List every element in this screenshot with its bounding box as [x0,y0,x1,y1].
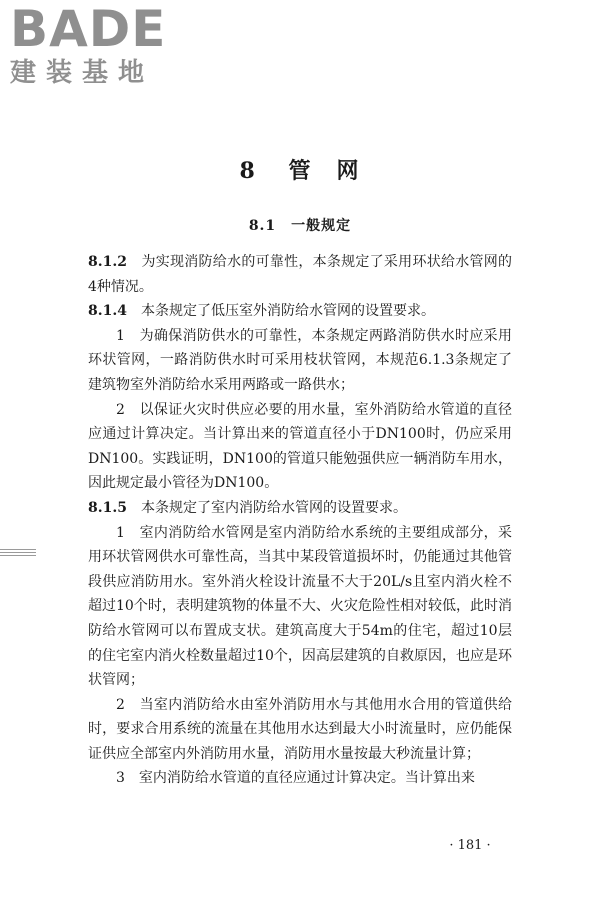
item-text: 1 为确保消防供水的可靠性，本条规定两路消防供水时应采用环状管网，一路消防供水时可采用枝状管网，本规范6.1.3条规定了建筑物室外消防给水采用两路或一路供水； [88,327,512,393]
logo-subtitle: 建装基地 [10,58,155,88]
clause-8-1-2 [88,250,512,299]
item-8-1-4-2 [88,398,512,496]
item-text: 2 以保证火灾时供应必要的用水量，室外消防给水管道的直径应通过计算决定。当计算出来的管道直径小于DN100时，仍应采用DN100。实践证明，DN100的管道只能勉强供应一辆消防车用水，因此规定最小管径为DN100。 [88,401,512,492]
item-8-1-5-3 [88,766,512,791]
clause-number: 8.1.5 [88,499,127,516]
clause-number: 8.1.2 [88,254,127,270]
item-text: 3 室内消防给水管道的直径应通过计算决定。当计算出来 [116,770,475,787]
margin-mark [0,549,36,558]
clause-8-1-5 [88,496,512,521]
item-8-1-5-1 [88,521,512,693]
page-number: · 181 · [449,838,491,853]
chapter-title: 8 管 网 [239,158,361,184]
document-body [88,250,512,791]
item-text: 1 室内消防给水管网是室内消防给水系统的主要组成部分，采用环状管网供水可靠性高，当其中某段管道损坏时，仍能通过其他管段供应消防用水。室外消火栓设计流量不大于20L/s且室内消火栓不超过10个时，表明建筑物的体量不大、火灾危险性相对较低，此时消防给水管网可以布置成支状。建筑高度大于54m的住宅，超过10层的住宅室内消火栓数量超过10个，因高层建筑的自救原因，也应是环状管网； [88,524,512,689]
clause-text: 为实现消防给水的可靠性，本条规定了采用环状给水管网的4种情况。 [88,254,512,295]
bade-logo [10,2,180,88]
item-8-1-5-2 [88,693,512,767]
item-8-1-4-1 [88,324,512,398]
clause-number: 8.1.4 [88,303,127,320]
item-text: 2 当室内消防给水由室外消防用水与其他用水合用的管道供给时，要求合用系统的流量在其他用水达到最大小时流量时，应仍能保证供应全部室内外消防用水量，消防用水量按最大秒流量计算； [88,696,512,762]
clause-text: 本条规定了低压室外消防给水管网的设置要求。 [126,303,435,320]
clause-text: 本条规定了室内消防给水管网的设置要求。 [126,499,407,516]
clause-8-1-4 [88,299,512,324]
logo-wordmark: BADE [10,0,167,58]
section-title: 8.1 一般规定 [248,218,352,234]
